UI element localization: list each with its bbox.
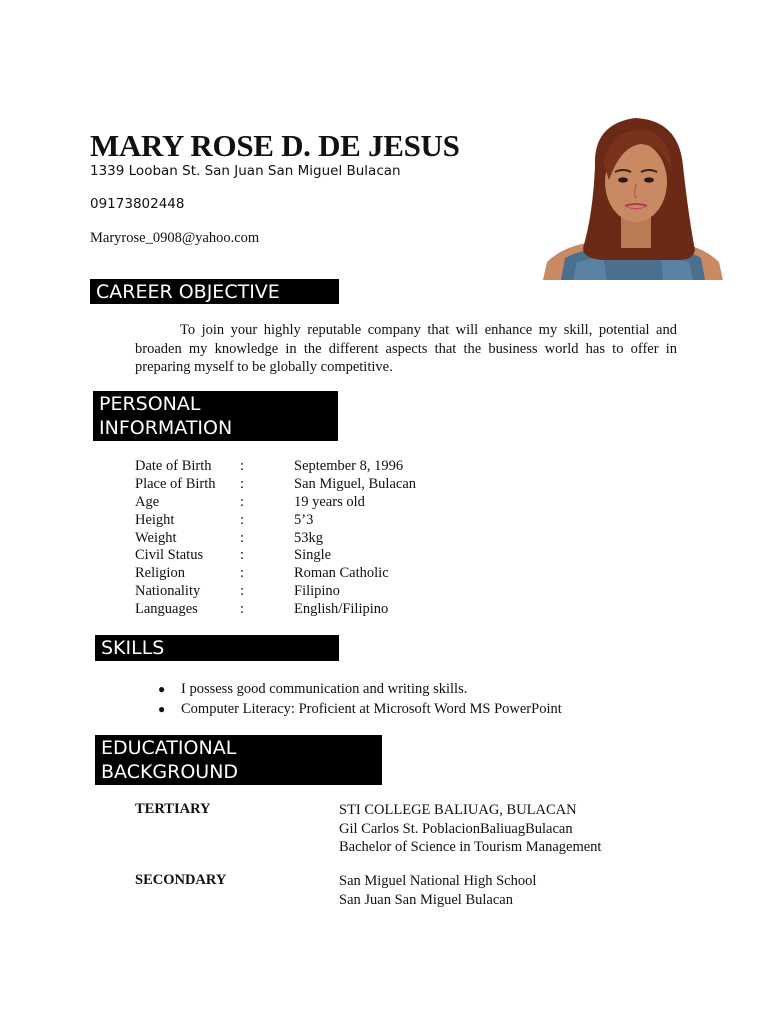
skill-text: I possess good communication and writing skills. bbox=[181, 681, 468, 697]
education-line: San Juan San Miguel Bulacan bbox=[339, 891, 513, 908]
applicant-phone: 09173802448 bbox=[90, 196, 185, 212]
personal-info-value: English/Filipino bbox=[294, 601, 389, 618]
applicant-name: MARY ROSE D. DE JESUS bbox=[90, 128, 460, 163]
personal-info-value: 5’3 bbox=[294, 511, 314, 528]
personal-info-row bbox=[135, 565, 535, 583]
skill-text: Computer Literacy: Proficient at Microsoft Word MS PowerPoint bbox=[181, 701, 562, 717]
bullet-icon: ● bbox=[158, 682, 166, 696]
personal-info-value: Roman Catholic bbox=[294, 565, 389, 582]
personal-info-row bbox=[135, 512, 535, 530]
skills-list bbox=[158, 679, 562, 719]
personal-info-separator: : bbox=[240, 493, 245, 510]
personal-info-label: Age bbox=[135, 493, 160, 510]
education-details bbox=[339, 872, 536, 909]
personal-info-row bbox=[135, 583, 535, 601]
personal-info-value: Single bbox=[294, 547, 332, 564]
personal-info-label: Religion bbox=[135, 565, 185, 582]
personal-info-value: 53kg bbox=[294, 529, 323, 546]
skill-item bbox=[158, 699, 562, 719]
personal-info-value: 19 years old bbox=[294, 493, 365, 510]
education-line: STI COLLEGE BALIUAG, BULACAN bbox=[339, 802, 577, 818]
personal-info-label: Date of Birth bbox=[135, 458, 212, 474]
bullet-icon: ● bbox=[158, 702, 166, 716]
personal-info-separator: : bbox=[240, 475, 245, 492]
personal-info-value: Filipino bbox=[294, 583, 340, 600]
personal-info-row bbox=[135, 601, 535, 619]
personal-info-row bbox=[135, 547, 535, 565]
personal-info-separator: : bbox=[240, 458, 245, 474]
profile-photo bbox=[543, 110, 723, 280]
personal-info-separator: : bbox=[240, 511, 245, 528]
section-header-personal-information: PERSONAL INFORMATION bbox=[93, 391, 338, 441]
personal-info-separator: : bbox=[240, 565, 245, 582]
personal-info-label: Height bbox=[135, 511, 175, 528]
career-objective-text: To join your highly reputable company that will enhance my skill, potential and broaden my knowledge in the different aspects that the business world has to offer in preparing myself to be globally competitive. bbox=[135, 322, 677, 375]
personal-info-label: Nationality bbox=[135, 583, 201, 600]
personal-info-separator: : bbox=[240, 547, 245, 564]
section-header-career-objective: CAREER OBJECTIVE bbox=[90, 279, 339, 304]
personal-info-row bbox=[135, 494, 535, 512]
section-header-educational-background: EDUCATIONAL BACKGROUND bbox=[95, 735, 382, 785]
education-line: Gil Carlos St. PoblacionBaliuagBulacan bbox=[339, 820, 573, 837]
personal-info-value: September 8, 1996 bbox=[294, 458, 404, 474]
personal-info-row bbox=[135, 458, 535, 476]
personal-info-separator: : bbox=[240, 601, 245, 618]
personal-info-separator: : bbox=[240, 529, 245, 546]
education-details bbox=[339, 801, 601, 857]
personal-info-value: San Miguel, Bulacan bbox=[294, 475, 417, 492]
applicant-email: Maryrose_0908@yahoo.com bbox=[90, 230, 260, 246]
education-line: Bachelor of Science in Tourism Management bbox=[339, 839, 602, 855]
personal-info-label: Place of Birth bbox=[135, 475, 216, 492]
skill-item bbox=[158, 679, 562, 699]
personal-info-row bbox=[135, 530, 535, 548]
section-header-skills: SKILLS bbox=[95, 635, 339, 661]
personal-info-label: Civil Status bbox=[135, 547, 204, 564]
education-line: San Miguel National High School bbox=[339, 873, 537, 889]
personal-info-table bbox=[135, 458, 535, 619]
education-level-label: TERTIARY bbox=[135, 801, 211, 817]
personal-info-separator: : bbox=[240, 583, 245, 600]
applicant-address: 1339 Looban St. San Juan San Miguel Bulacan bbox=[90, 163, 401, 179]
personal-info-label: Languages bbox=[135, 601, 198, 618]
education-level-label: SECONDARY bbox=[135, 872, 227, 888]
personal-info-label: Weight bbox=[135, 529, 177, 546]
personal-info-row bbox=[135, 476, 535, 494]
